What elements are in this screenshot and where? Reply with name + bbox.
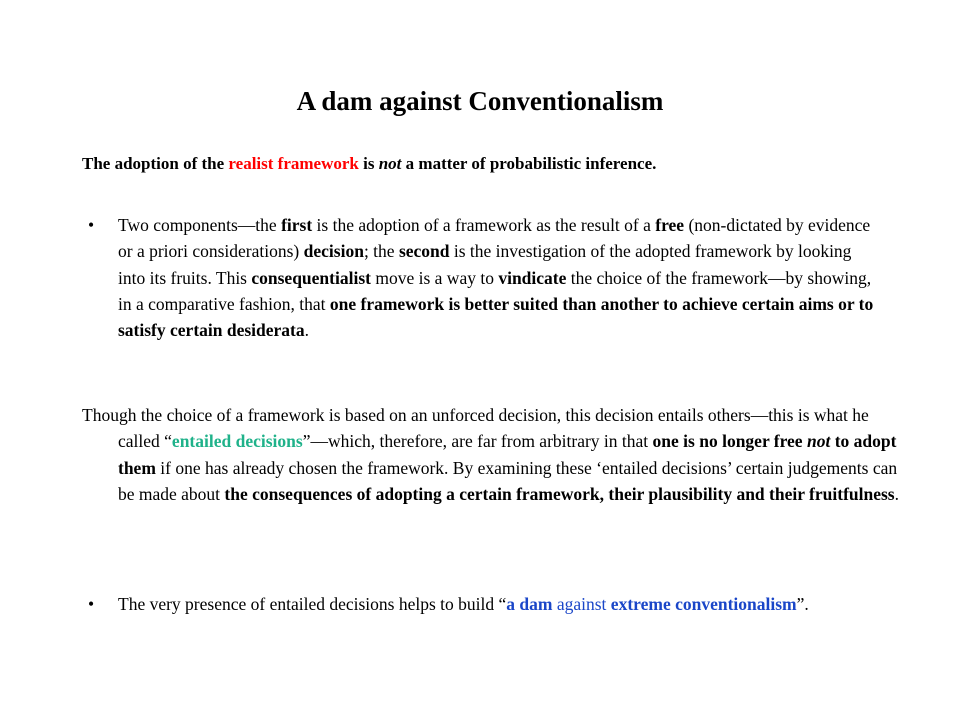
emphasis-free: free	[655, 215, 685, 235]
emphasis-vindicate: vindicate	[498, 267, 567, 288]
emphasis-consequentialist: consequentialist	[251, 267, 371, 288]
emphasis-decision: decision	[303, 241, 364, 262]
emphasis-to-adopt-them: to adopt them	[118, 431, 897, 478]
bullet-two-components	[82, 212, 882, 343]
lead-statement	[82, 152, 882, 176]
slide-title: A dam against Conventionalism	[296, 86, 664, 116]
lead-text: is	[358, 154, 379, 173]
extreme-conventionalism-highlight: extreme conventionalism	[610, 594, 797, 614]
emphasis-consequences: the consequences of adopting a certain framework, their plausibility and their fruitfulness	[224, 483, 895, 504]
paragraph-entailed-decisions: Though the choice of a framework is based on an unforced decision, this decision entails others—this is what he called “entailed decisions”—which, therefore, are far from arbitrary in that one is no longer free not to adopt them if one has already chosen the framework. By examining these ‘entailed decisions’ certain judgements can be made about the consequences of adopting a certain framework, their plausibility and their fruitfulness.	[82, 405, 899, 504]
emphasis-second: second	[398, 241, 450, 262]
lead-text: a matter of probabilistic inference.	[401, 154, 657, 173]
entailed-decisions-highlight: entailed decisions	[171, 431, 303, 452]
bullet-marker: •	[88, 215, 95, 235]
bullet-marker: •	[88, 594, 95, 614]
dam-highlight: a dam	[506, 594, 553, 614]
emphasis-first: first	[281, 215, 313, 235]
bullet-text: The very presence of entailed decisions helps to build “a dam against extreme conventionalism”.	[118, 594, 809, 614]
lead-emphasis-not: not	[378, 154, 402, 173]
realist-framework-highlight: realist framework	[228, 154, 359, 173]
bullet-dam	[82, 591, 882, 617]
emphasis-not: not	[806, 431, 831, 452]
emphasis-no-longer-free: one is no longer free	[652, 431, 807, 452]
bullet-text: Two components—the first is the adoption of a framework as the result of a free (non-dictated by evidence or a priori considerations) decision; the second is the investigation of the adopted framework by looking into its fruits. This consequentialist move is a way to vindicate the choice of the framework—by showing, in a comparative fashion, that one framework is better suited than another to achieve certain aims or to satisfy certain desiderata.	[118, 215, 874, 341]
emphasis-better-suited: one framework is better suited than another to achieve certain aims or to satisfy certain desiderata	[118, 293, 874, 341]
against-highlight: against	[552, 594, 611, 614]
lead-text: The adoption of the	[82, 154, 229, 173]
